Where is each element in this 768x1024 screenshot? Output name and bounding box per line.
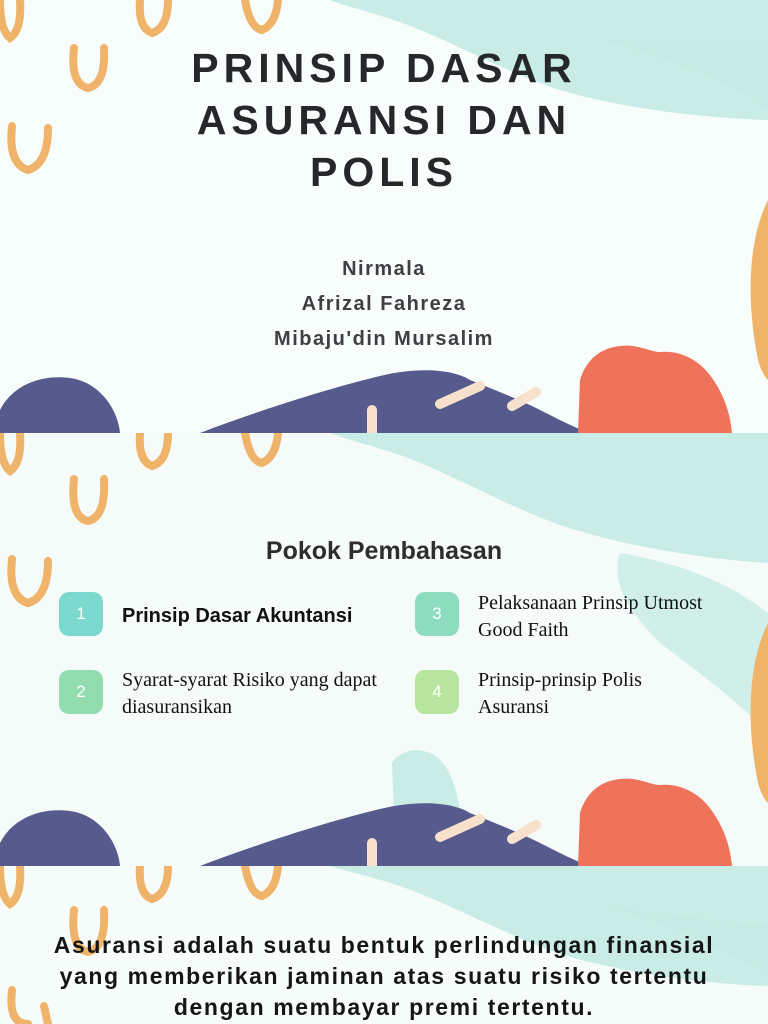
slide-definition (0, 866, 768, 1024)
topic-item-label: Prinsip-prinsip Polis Asuransi (478, 669, 642, 718)
topic-number-badge: 1 (59, 592, 103, 636)
author-name: Nirmala (342, 258, 426, 280)
cover-title-line: ASURANSI DAN (196, 97, 572, 143)
topic-number-badge: 3 (415, 592, 459, 636)
author-name: Mibaju'din Mursalim (274, 328, 494, 350)
author-name: Afrizal Fahreza (301, 293, 467, 315)
author-list (184, 252, 584, 357)
topic-item-label: Syarat-syarat Risiko yang dapat diasuransikan (122, 669, 377, 718)
topic-number-badge: 2 (59, 670, 103, 714)
cover-title-line: POLIS (309, 149, 459, 195)
insurance-definition: Asuransi adalah suatu bentuk perlindungan finansial yang memberikan jaminan atas suatu risiko tertentu dengan membayar premi tertentu. (53, 932, 715, 1020)
topic-number-badge: 4 (415, 670, 459, 714)
slide-topics (0, 433, 768, 866)
topics-decoration (0, 433, 768, 866)
slide-cover (0, 0, 768, 433)
cover-title (84, 42, 684, 198)
topic-item-label: Prinsip Dasar Akuntansi (122, 605, 353, 627)
topic-item-label: Pelaksanaan Prinsip Utmost Good Faith (478, 592, 703, 641)
cover-title-line: PRINSIP DASAR (191, 45, 577, 91)
topics-heading: Pokok Pembahasan (265, 537, 503, 565)
